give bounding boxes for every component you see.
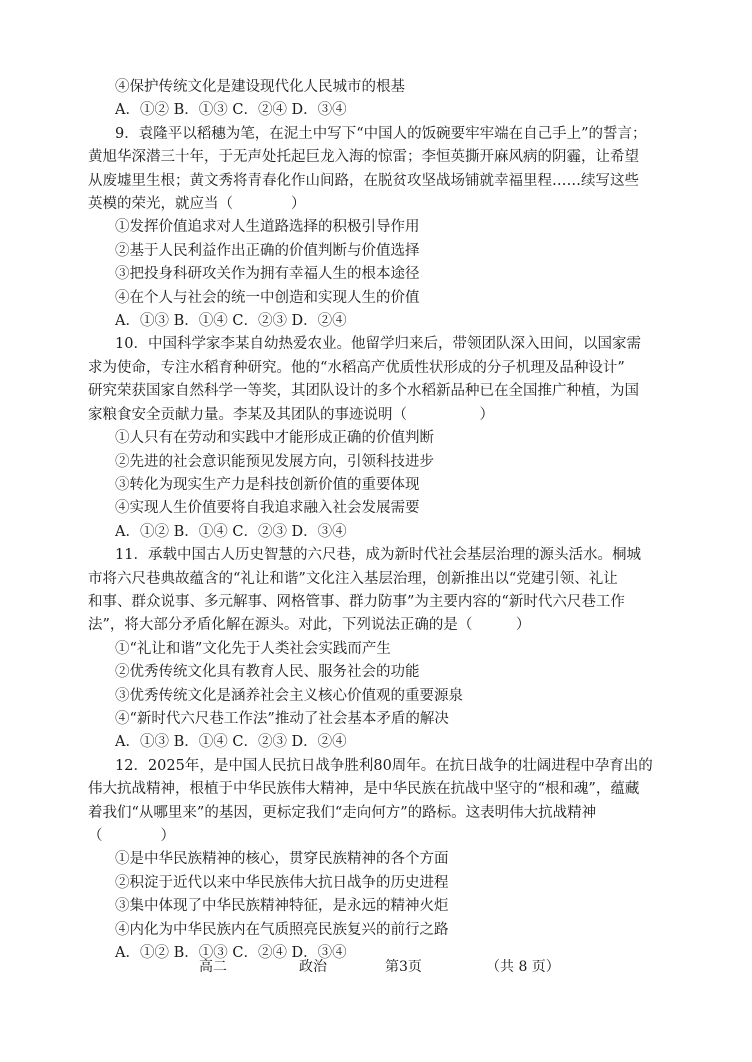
option-text: ②基于人民利益作出正确的价值判断与价值选择 (115, 242, 420, 259)
option-text: ①是中华民族精神的核心，贯穿民族精神的各个方面 (115, 851, 449, 868)
footer-total-pages: （共 8 页） (486, 959, 560, 975)
option-text: ①“礼让和谐”文化先于人类社会实践而产生 (115, 640, 391, 657)
footer-subject: 政治 (299, 959, 327, 975)
answer-choices: A．①② B．①④ C．②③ D．③④ (115, 523, 347, 540)
question-stem-line: 英模的荣光，就应当（ ） (88, 196, 306, 213)
option-text: ④内化为中华民族内在气质照亮民族复兴的前行之路 (115, 921, 449, 938)
option-text: ②优秀传统文化具有教育人民、服务社会的功能 (115, 664, 420, 681)
question-stem-line: 10．中国科学家李某自幼热爱农业。他留学归来后，带领团队深入田间，以国家需 (115, 336, 641, 353)
page-footer (0, 956, 752, 980)
answer-choices: A．①③ B．①④ C．②③ D．②④ (115, 313, 347, 330)
question-stem-line: 伟大抗战精神，根植于中华民族伟大精神，是中华民族在抗战中坚守的“根和魂”，蕴藏 (88, 781, 640, 798)
option-text: ③把投身科研攻关作为拥有幸福人生的根本途径 (115, 266, 420, 283)
option-text: ②先进的社会意识能预见发展方向，引领科技进步 (115, 453, 434, 470)
answer-choices: A．①③ B．①④ C．②③ D．②④ (115, 734, 347, 751)
answer-choices: A．①② B．①③ C．②④ D．③④ (115, 102, 347, 119)
question-stem-line: 家粮食安全贡献力量。李某及其团队的事迹说明（ ） (88, 406, 494, 423)
footer-page-number: 第3页 (385, 959, 422, 975)
question-stem-line: 11．承载中国古人历史智慧的六尺巷，成为新时代社会基层治理的源头活水。桐城 (115, 547, 641, 564)
option-text: ①发挥价值追求对人生道路选择的积极引导作用 (115, 219, 420, 236)
question-10 (88, 333, 670, 544)
question-stem-line: 黄旭华深潜三十年，于无声处托起巨龙入海的惊雷；李恒英撕开麻风病的阴霾，让希望 (88, 149, 639, 166)
question-stem-line: 市将六尺巷典故蕴含的“礼让和谐”文化注入基层治理，创新推出以“党建引领、礼让 (88, 570, 618, 587)
question-stem-line: 12．2025年，是中国人民抗日战争胜利80周年。在抗日战争的壮阔进程中孕育出的 (115, 757, 653, 774)
question-11 (88, 544, 670, 755)
question-stem-line: 着我们“从哪里来”的基因，更标定我们“走向何方”的路标。这表明伟大抗战精神 (88, 804, 597, 821)
option-text: ①人只有在劳动和实践中才能形成正确的价值判断 (115, 430, 434, 447)
option-text: ③集中体现了中华民族精神特征，是永远的精神火炬 (115, 898, 449, 915)
option-text: ④实现人生价值要将自我追求融入社会发展需要 (115, 500, 420, 517)
exam-page-body (88, 76, 670, 965)
question-9 (88, 123, 670, 334)
option-text: ④“新时代六尺巷工作法”推动了社会基本矛盾的解决 (115, 710, 449, 727)
question-stem-line: （ ） (88, 828, 175, 844)
option-text: ④在个人与社会的统一中创造和实现人生的价值 (115, 289, 420, 306)
question-12 (88, 755, 670, 966)
footer-grade: 高二 (199, 959, 227, 975)
question-stem-line: 9．袁隆平以稻穗为笔，在泥土中写下“中国人的饭碗要牢牢端在自己手上”的誓言； (115, 125, 647, 142)
option-text: ③优秀传统文化是涵养社会主义核心价值观的重要源泉 (115, 687, 463, 704)
question-stem-line: 法”，将大部分矛盾化解在源头。对此，下列说法正确的是（ ） (88, 617, 531, 634)
option-text: ④保护传统文化是建设现代化人民城市的根基 (115, 79, 405, 95)
option-text: ②积淀于近代以来中华民族伟大抗日战争的历史进程 (115, 874, 449, 891)
question-stem-line: 和事、群众说事、多元解事、网格管事、群力防事”为主要内容的“新时代六尺巷工作 (88, 593, 625, 610)
question-stem-line: 研究荣获国家自然科学一等奖，其团队设计的多个水稻新品种已在全国推广种植，为国 (88, 383, 639, 400)
question-stem-line: 从废墟里生根；黄文秀将青春化作山间路，在脱贫攻坚战场铺就幸福里程……续写这些 (88, 172, 639, 189)
answer-choices: A．①② B．①③ C．②④ D．③④ (115, 945, 347, 962)
option-text: ③转化为现实生产力是科技创新价值的重要体现 (115, 476, 420, 493)
question-stem-line: 求为使命，专注水稻育种研究。他的“水稻高产优质性状形成的分子机理及品种设计” (88, 359, 625, 376)
